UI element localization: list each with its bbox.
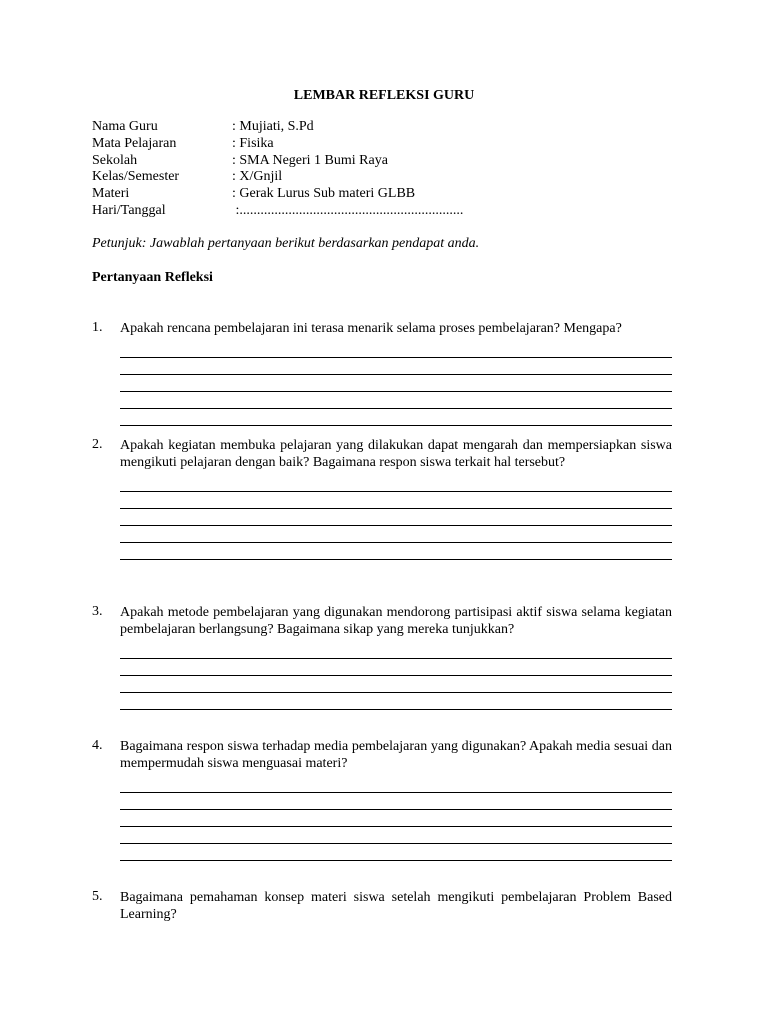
question-4	[92, 738, 672, 861]
page-title: LEMBAR REFLEKSI GURU	[293, 88, 475, 103]
info-value: : Mujiati, S.Pd	[232, 119, 314, 134]
question-3	[92, 604, 672, 710]
answer-line[interactable]	[120, 793, 672, 810]
answer-line[interactable]	[120, 543, 672, 560]
answer-lines[interactable]	[120, 642, 672, 710]
answer-line[interactable]	[120, 526, 672, 543]
answer-line[interactable]	[120, 810, 672, 827]
answer-lines[interactable]	[120, 341, 672, 426]
info-label: Nama Guru	[92, 119, 158, 134]
answer-line[interactable]	[120, 676, 672, 693]
info-row-school	[92, 153, 463, 170]
answer-line[interactable]	[120, 409, 672, 426]
answer-line[interactable]	[120, 392, 672, 409]
section-title: Pertanyaan Refleksi	[92, 270, 213, 285]
answer-line[interactable]	[120, 844, 672, 861]
info-value: : SMA Negeri 1 Bumi Raya	[232, 152, 388, 168]
question-1	[92, 320, 672, 426]
answer-lines[interactable]	[120, 776, 672, 861]
question-number: 2.	[92, 437, 103, 452]
info-row-subject	[92, 136, 463, 153]
answer-line[interactable]	[120, 492, 672, 509]
question-number: 3.	[92, 604, 103, 619]
question-number: 4.	[92, 738, 103, 753]
info-label: Materi	[92, 186, 130, 202]
question-text: Bagaimana pemahaman konsep materi siswa setelah mengikuti pembelajaran Problem Based Learning?	[120, 890, 672, 922]
instruction-text: Petunjuk: Jawablah pertanyaan berikut berdasarkan pendapat anda.	[92, 236, 480, 251]
info-label: Mata Pelajaran	[92, 135, 177, 151]
question-text: Apakah rencana pembelajaran ini terasa menarik selama proses pembelajaran? Mengapa?	[120, 321, 622, 336]
info-row-date	[92, 203, 463, 220]
question-text: Apakah kegiatan membuka pelajaran yang dilakukan dapat mengarah dan mempersiapkan siswa mengikuti pelajaran dengan baik? Bagaimana respon siswa terkait hal tersebut?	[120, 438, 672, 470]
info-row-teacher	[92, 119, 463, 136]
answer-line[interactable]	[120, 509, 672, 526]
info-label: Hari/Tanggal	[92, 202, 166, 218]
question-5	[92, 889, 672, 927]
question-number: 1.	[92, 320, 103, 335]
answer-line[interactable]	[120, 776, 672, 793]
answer-line[interactable]	[120, 475, 672, 492]
info-block	[92, 119, 463, 220]
info-value: :................................................................	[232, 202, 464, 218]
answer-lines[interactable]	[120, 475, 672, 560]
question-number: 5.	[92, 889, 103, 904]
answer-line[interactable]	[120, 375, 672, 392]
answer-line[interactable]	[120, 642, 672, 659]
question-text: Apakah metode pembelajaran yang digunakan mendorong partisipasi aktif siswa selama kegiatan pembelajaran berlangsung? Bagaimana sikap yang mereka tunjukkan?	[120, 605, 672, 637]
info-value: : Gerak Lurus Sub materi GLBB	[232, 186, 416, 202]
question-text: Bagaimana respon siswa terhadap media pembelajaran yang digunakan? Apakah media sesuai dan mempermudah siswa menguasai materi?	[120, 739, 672, 771]
info-value: : X/Gnjil	[232, 169, 283, 185]
answer-line[interactable]	[120, 827, 672, 844]
info-label: Kelas/Semester	[92, 169, 180, 185]
question-2	[92, 437, 672, 560]
answer-line[interactable]	[120, 693, 672, 710]
info-label: Sekolah	[92, 152, 138, 168]
info-row-material	[92, 186, 463, 203]
answer-line[interactable]	[120, 659, 672, 676]
answer-line[interactable]	[120, 341, 672, 358]
info-row-class	[92, 169, 463, 186]
answer-line[interactable]	[120, 358, 672, 375]
info-value: : Fisika	[232, 135, 274, 151]
